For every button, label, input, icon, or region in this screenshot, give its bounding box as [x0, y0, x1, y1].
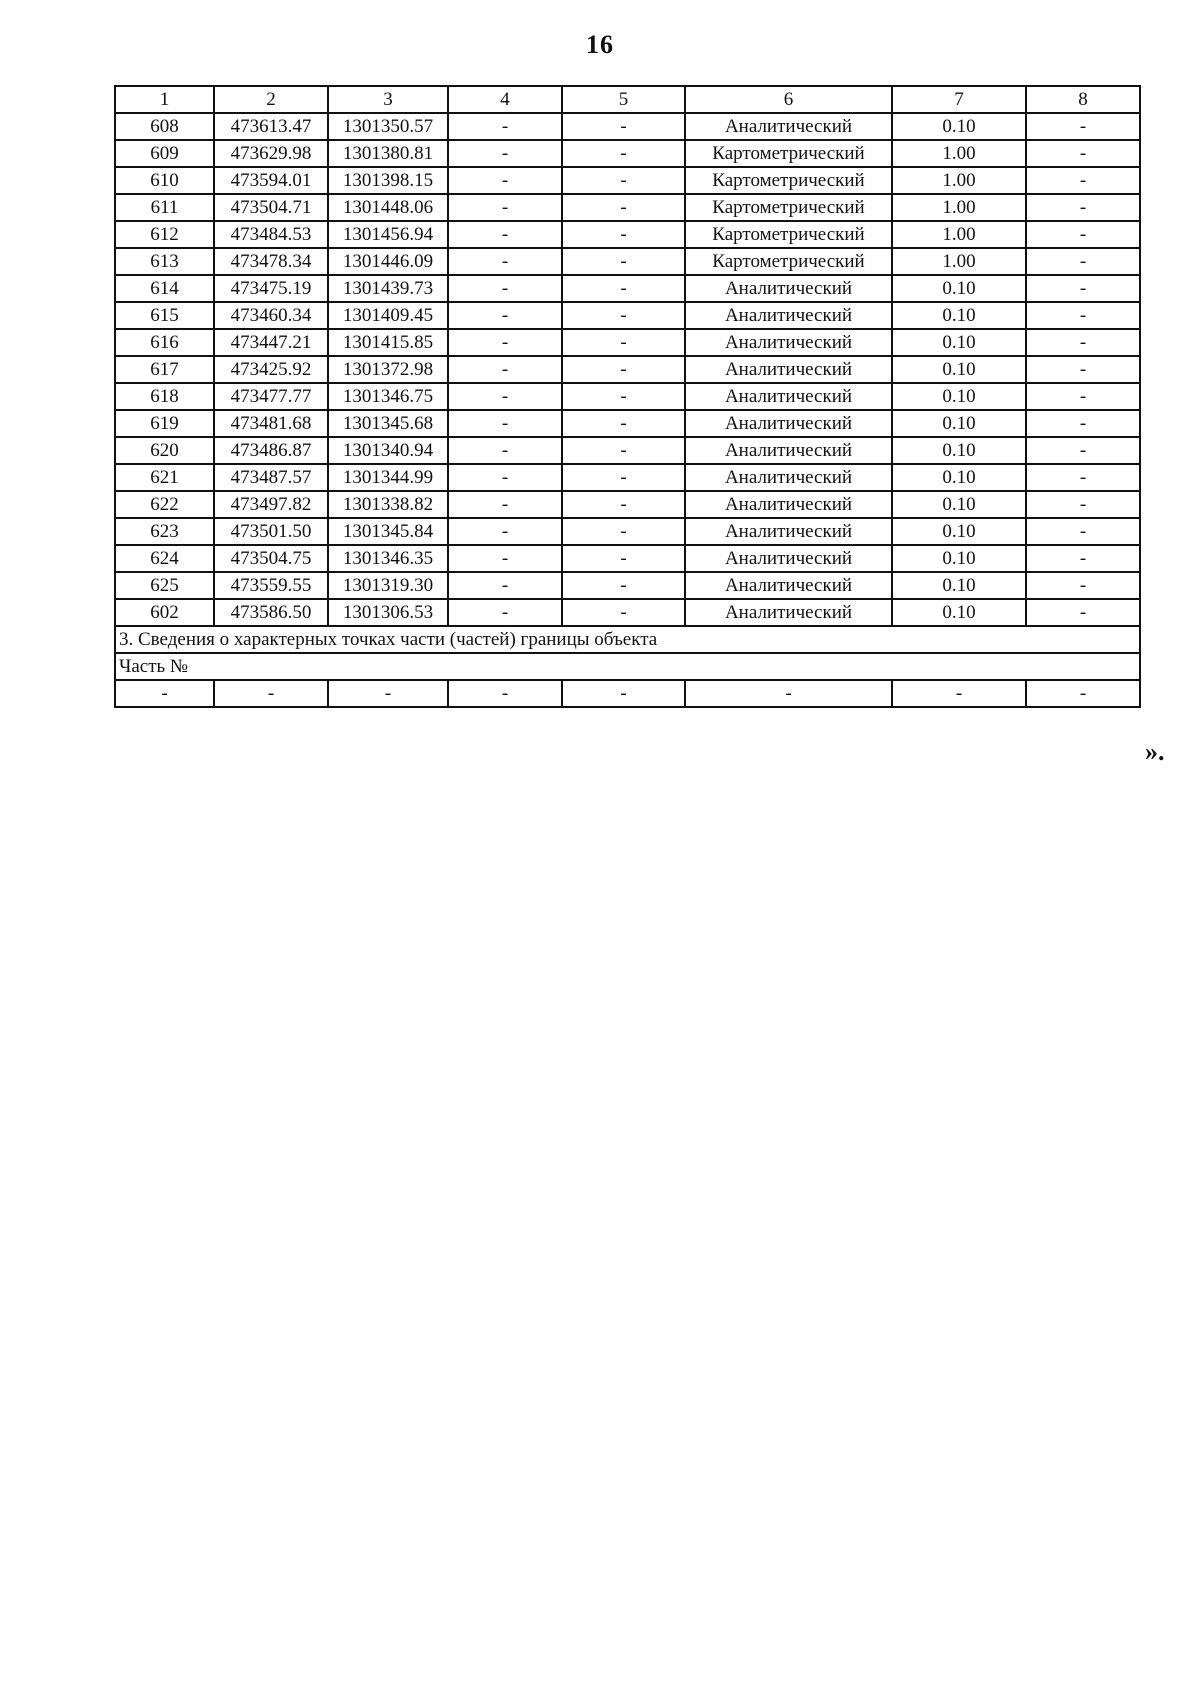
method-cell: Аналитический [685, 383, 892, 410]
point-number-cell: 609 [115, 140, 214, 167]
point-number-cell: 616 [115, 329, 214, 356]
column-number-header: 2 [214, 86, 328, 113]
table-row [115, 194, 1140, 221]
column-4-cell: - [448, 167, 562, 194]
boundary-points-table [114, 85, 1141, 708]
precision-cell: 0.10 [892, 464, 1026, 491]
x-coordinate-cell: 473629.98 [214, 140, 328, 167]
precision-cell: 0.10 [892, 329, 1026, 356]
precision-cell: 0.10 [892, 572, 1026, 599]
table-row [115, 545, 1140, 572]
column-5-cell: - [562, 113, 685, 140]
method-cell: Аналитический [685, 356, 892, 383]
point-number-cell: 602 [115, 599, 214, 626]
method-cell: Аналитический [685, 113, 892, 140]
points-table-container [114, 85, 1141, 708]
column-8-cell: - [1026, 437, 1140, 464]
table-row [115, 302, 1140, 329]
method-cell: Картометрический [685, 167, 892, 194]
column-5-cell: - [562, 572, 685, 599]
table-row [115, 140, 1140, 167]
x-coordinate-cell: 473425.92 [214, 356, 328, 383]
column-8-cell: - [1026, 302, 1140, 329]
column-5-cell: - [562, 302, 685, 329]
point-number-cell: 623 [115, 518, 214, 545]
column-5-cell: - [562, 491, 685, 518]
point-number-cell: 624 [115, 545, 214, 572]
precision-cell: 1.00 [892, 248, 1026, 275]
column-5-cell: - [562, 248, 685, 275]
table-row [115, 437, 1140, 464]
column-number-header: 1 [115, 86, 214, 113]
table-row [115, 248, 1140, 275]
column-number-header: 3 [328, 86, 448, 113]
precision-cell: 1.00 [892, 167, 1026, 194]
column-8-cell: - [1026, 383, 1140, 410]
method-cell: Аналитический [685, 410, 892, 437]
column-4-cell: - [448, 572, 562, 599]
column-8-cell: - [1026, 572, 1140, 599]
column-5-cell: - [562, 545, 685, 572]
column-8-cell: - [1026, 464, 1140, 491]
point-number-cell: 611 [115, 194, 214, 221]
column-8-cell: - [1026, 194, 1140, 221]
table-row [115, 491, 1140, 518]
column-8-cell: - [1026, 113, 1140, 140]
y-coordinate-cell: 1301346.35 [328, 545, 448, 572]
column-8-cell: - [1026, 329, 1140, 356]
section-title: 3. Сведения о характерных точках части (частей) границы объекта [115, 626, 1140, 653]
column-number-header: 6 [685, 86, 892, 113]
method-cell: Аналитический [685, 302, 892, 329]
column-5-cell: - [562, 383, 685, 410]
column-8-cell: - [1026, 599, 1140, 626]
precision-cell: 0.10 [892, 491, 1026, 518]
column-8-cell: - [1026, 167, 1140, 194]
x-coordinate-cell: 473478.34 [214, 248, 328, 275]
x-coordinate-cell: 473487.57 [214, 464, 328, 491]
x-coordinate-cell: 473586.50 [214, 599, 328, 626]
column-5-cell: - [562, 221, 685, 248]
column-5-cell: - [562, 140, 685, 167]
x-coordinate-cell: 473486.87 [214, 437, 328, 464]
x-coordinate-cell: 473481.68 [214, 410, 328, 437]
y-coordinate-cell: 1301446.09 [328, 248, 448, 275]
y-coordinate-cell: 1301409.45 [328, 302, 448, 329]
table-row [115, 572, 1140, 599]
method-cell: Аналитический [685, 275, 892, 302]
table-row [115, 410, 1140, 437]
x-coordinate-cell: 473497.82 [214, 491, 328, 518]
table-row [115, 356, 1140, 383]
precision-cell: 0.10 [892, 410, 1026, 437]
column-8-cell: - [1026, 140, 1140, 167]
empty-cell: - [214, 680, 328, 707]
table-row [115, 221, 1140, 248]
precision-cell: 0.10 [892, 275, 1026, 302]
column-8-cell: - [1026, 545, 1140, 572]
y-coordinate-cell: 1301456.94 [328, 221, 448, 248]
column-5-cell: - [562, 167, 685, 194]
precision-cell: 1.00 [892, 194, 1026, 221]
y-coordinate-cell: 1301340.94 [328, 437, 448, 464]
method-cell: Аналитический [685, 464, 892, 491]
y-coordinate-cell: 1301344.99 [328, 464, 448, 491]
precision-cell: 0.10 [892, 599, 1026, 626]
precision-cell: 0.10 [892, 545, 1026, 572]
method-cell: Аналитический [685, 329, 892, 356]
precision-cell: 0.10 [892, 302, 1026, 329]
point-number-cell: 617 [115, 356, 214, 383]
table-row [115, 383, 1140, 410]
column-4-cell: - [448, 302, 562, 329]
empty-cell: - [562, 680, 685, 707]
column-4-cell: - [448, 194, 562, 221]
column-5-cell: - [562, 194, 685, 221]
column-8-cell: - [1026, 221, 1140, 248]
table-row [115, 113, 1140, 140]
column-8-cell: - [1026, 275, 1140, 302]
column-5-cell: - [562, 410, 685, 437]
column-8-cell: - [1026, 518, 1140, 545]
column-number-header: 4 [448, 86, 562, 113]
empty-cell: - [685, 680, 892, 707]
point-number-cell: 608 [115, 113, 214, 140]
column-4-cell: - [448, 275, 562, 302]
x-coordinate-cell: 473504.71 [214, 194, 328, 221]
table-row [115, 464, 1140, 491]
empty-cell: - [892, 680, 1026, 707]
column-5-cell: - [562, 329, 685, 356]
method-cell: Аналитический [685, 572, 892, 599]
point-number-cell: 612 [115, 221, 214, 248]
column-8-cell: - [1026, 491, 1140, 518]
precision-cell: 0.10 [892, 356, 1026, 383]
column-8-cell: - [1026, 356, 1140, 383]
closing-quote-mark: ». [1145, 737, 1165, 766]
x-coordinate-cell: 473460.34 [214, 302, 328, 329]
point-number-cell: 622 [115, 491, 214, 518]
x-coordinate-cell: 473475.19 [214, 275, 328, 302]
x-coordinate-cell: 473477.77 [214, 383, 328, 410]
point-number-cell: 610 [115, 167, 214, 194]
precision-cell: 1.00 [892, 221, 1026, 248]
table-row [115, 599, 1140, 626]
column-5-cell: - [562, 356, 685, 383]
empty-part-row [115, 680, 1140, 707]
point-number-cell: 620 [115, 437, 214, 464]
method-cell: Картометрический [685, 248, 892, 275]
point-number-cell: 621 [115, 464, 214, 491]
x-coordinate-cell: 473613.47 [214, 113, 328, 140]
column-number-row [115, 86, 1140, 113]
column-number-header: 7 [892, 86, 1026, 113]
y-coordinate-cell: 1301306.53 [328, 599, 448, 626]
x-coordinate-cell: 473559.55 [214, 572, 328, 599]
column-4-cell: - [448, 491, 562, 518]
method-cell: Аналитический [685, 545, 892, 572]
method-cell: Картометрический [685, 194, 892, 221]
table-row [115, 518, 1140, 545]
column-4-cell: - [448, 464, 562, 491]
point-number-cell: 618 [115, 383, 214, 410]
y-coordinate-cell: 1301398.15 [328, 167, 448, 194]
column-5-cell: - [562, 464, 685, 491]
method-cell: Аналитический [685, 599, 892, 626]
column-4-cell: - [448, 545, 562, 572]
empty-cell: - [115, 680, 214, 707]
y-coordinate-cell: 1301338.82 [328, 491, 448, 518]
column-4-cell: - [448, 437, 562, 464]
table-row [115, 167, 1140, 194]
method-cell: Аналитический [685, 437, 892, 464]
y-coordinate-cell: 1301415.85 [328, 329, 448, 356]
precision-cell: 0.10 [892, 383, 1026, 410]
part-label: Часть № [115, 653, 1140, 680]
method-cell: Аналитический [685, 491, 892, 518]
y-coordinate-cell: 1301439.73 [328, 275, 448, 302]
column-number-header: 8 [1026, 86, 1140, 113]
y-coordinate-cell: 1301345.84 [328, 518, 448, 545]
empty-cell: - [328, 680, 448, 707]
point-number-cell: 619 [115, 410, 214, 437]
column-4-cell: - [448, 113, 562, 140]
y-coordinate-cell: 1301372.98 [328, 356, 448, 383]
y-coordinate-cell: 1301346.75 [328, 383, 448, 410]
column-4-cell: - [448, 329, 562, 356]
x-coordinate-cell: 473447.21 [214, 329, 328, 356]
x-coordinate-cell: 473594.01 [214, 167, 328, 194]
column-4-cell: - [448, 221, 562, 248]
table-body [115, 86, 1140, 707]
column-8-cell: - [1026, 410, 1140, 437]
y-coordinate-cell: 1301380.81 [328, 140, 448, 167]
y-coordinate-cell: 1301448.06 [328, 194, 448, 221]
column-5-cell: - [562, 518, 685, 545]
column-4-cell: - [448, 518, 562, 545]
column-4-cell: - [448, 599, 562, 626]
x-coordinate-cell: 473484.53 [214, 221, 328, 248]
column-number-header: 5 [562, 86, 685, 113]
column-5-cell: - [562, 599, 685, 626]
x-coordinate-cell: 473501.50 [214, 518, 328, 545]
precision-cell: 0.10 [892, 518, 1026, 545]
method-cell: Картометрический [685, 221, 892, 248]
empty-cell: - [1026, 680, 1140, 707]
column-4-cell: - [448, 248, 562, 275]
method-cell: Картометрический [685, 140, 892, 167]
table-row [115, 329, 1140, 356]
point-number-cell: 625 [115, 572, 214, 599]
column-5-cell: - [562, 275, 685, 302]
column-5-cell: - [562, 437, 685, 464]
part-label-row [115, 653, 1140, 680]
precision-cell: 0.10 [892, 437, 1026, 464]
empty-cell: - [448, 680, 562, 707]
point-number-cell: 613 [115, 248, 214, 275]
point-number-cell: 615 [115, 302, 214, 329]
precision-cell: 1.00 [892, 140, 1026, 167]
page-number: 16 [586, 30, 614, 59]
precision-cell: 0.10 [892, 113, 1026, 140]
y-coordinate-cell: 1301345.68 [328, 410, 448, 437]
column-4-cell: - [448, 356, 562, 383]
column-8-cell: - [1026, 248, 1140, 275]
section-title-row [115, 626, 1140, 653]
column-4-cell: - [448, 410, 562, 437]
column-4-cell: - [448, 383, 562, 410]
column-4-cell: - [448, 140, 562, 167]
x-coordinate-cell: 473504.75 [214, 545, 328, 572]
y-coordinate-cell: 1301350.57 [328, 113, 448, 140]
y-coordinate-cell: 1301319.30 [328, 572, 448, 599]
table-row [115, 275, 1140, 302]
point-number-cell: 614 [115, 275, 214, 302]
method-cell: Аналитический [685, 518, 892, 545]
